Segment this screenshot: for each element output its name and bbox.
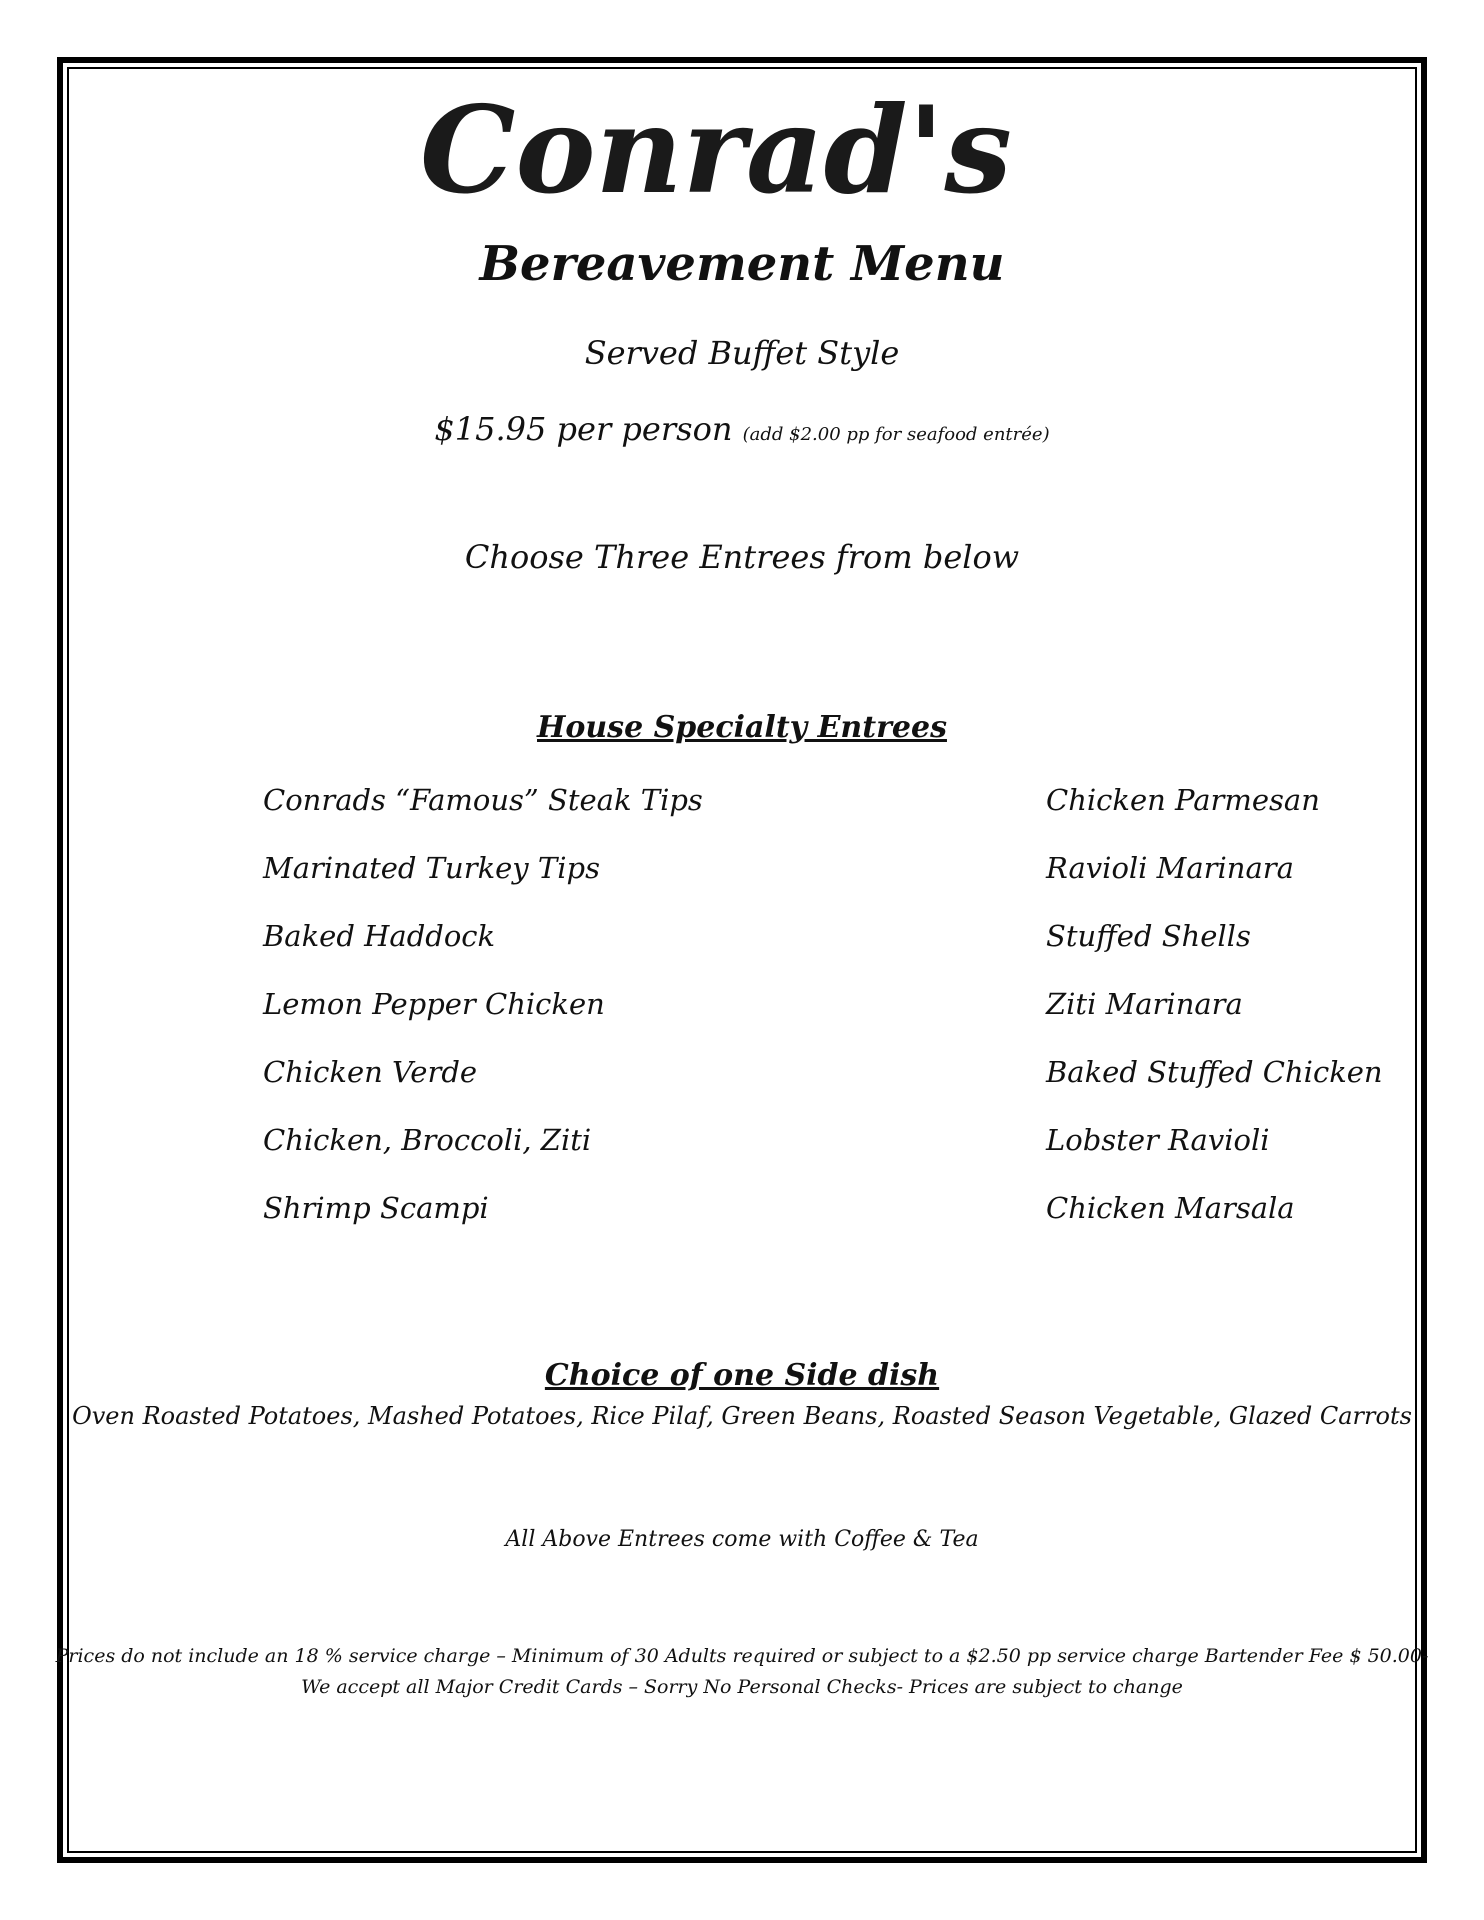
list-item: Chicken Marsala xyxy=(1046,1191,1295,1225)
entree-list-left xyxy=(263,780,703,1256)
sides-heading: Choice of one Side dish xyxy=(544,1358,940,1393)
entrees-heading: House Specialty Entrees xyxy=(537,710,947,745)
list-item: Lobster Ravioli xyxy=(1046,1123,1270,1157)
list-item: Stuffed Shells xyxy=(1046,919,1251,953)
list-item: Ravioli Marinara xyxy=(1046,851,1294,885)
list-item: Baked Stuffed Chicken xyxy=(1046,1055,1383,1089)
fine-print-line: Prices do not include an 18 % service charge – Minimum of 30 Adults required or subject to a $2.50 pp service charge Bartender Fee $ 50.00- xyxy=(55,1645,1429,1667)
price-per-person: $15.95 per person xyxy=(434,410,733,448)
service-style: Served Buffet Style xyxy=(584,334,900,372)
price-line xyxy=(0,410,1484,448)
list-item: Shrimp Scampi xyxy=(263,1191,489,1225)
list-item: Baked Haddock xyxy=(263,919,496,953)
list-item: Conrads “Famous” Steak Tips xyxy=(263,783,703,817)
entree-instruction: Choose Three Entrees from below xyxy=(464,538,1020,576)
seafood-surcharge-note: (add $2.00 pp for seafood entrée) xyxy=(742,424,1050,445)
logo-text: Conrad's xyxy=(420,80,1012,221)
list-item: Chicken Parmesan xyxy=(1046,783,1320,817)
fine-print-line: We accept all Major Credit Cards – Sorry No Personal Checks- Prices are subject to change xyxy=(301,1676,1183,1698)
entree-list-right xyxy=(1046,780,1383,1256)
restaurant-logo xyxy=(410,80,1070,220)
menu-title: Bereavement Menu xyxy=(479,236,1005,292)
list-item: Lemon Pepper Chicken xyxy=(263,987,605,1021)
sides-list: Oven Roasted Potatoes, Mashed Potatoes, Rice Pilaf, Green Beans, Roasted Season Vegetable, Glazed Carrots xyxy=(72,1402,1412,1430)
list-item: Ziti Marinara xyxy=(1046,987,1243,1021)
beverages-note: All Above Entrees come with Coffee & Tea xyxy=(505,1527,979,1552)
list-item: Chicken, Broccoli, Ziti xyxy=(263,1123,592,1157)
list-item: Chicken Verde xyxy=(263,1055,478,1089)
list-item: Marinated Turkey Tips xyxy=(263,851,600,885)
